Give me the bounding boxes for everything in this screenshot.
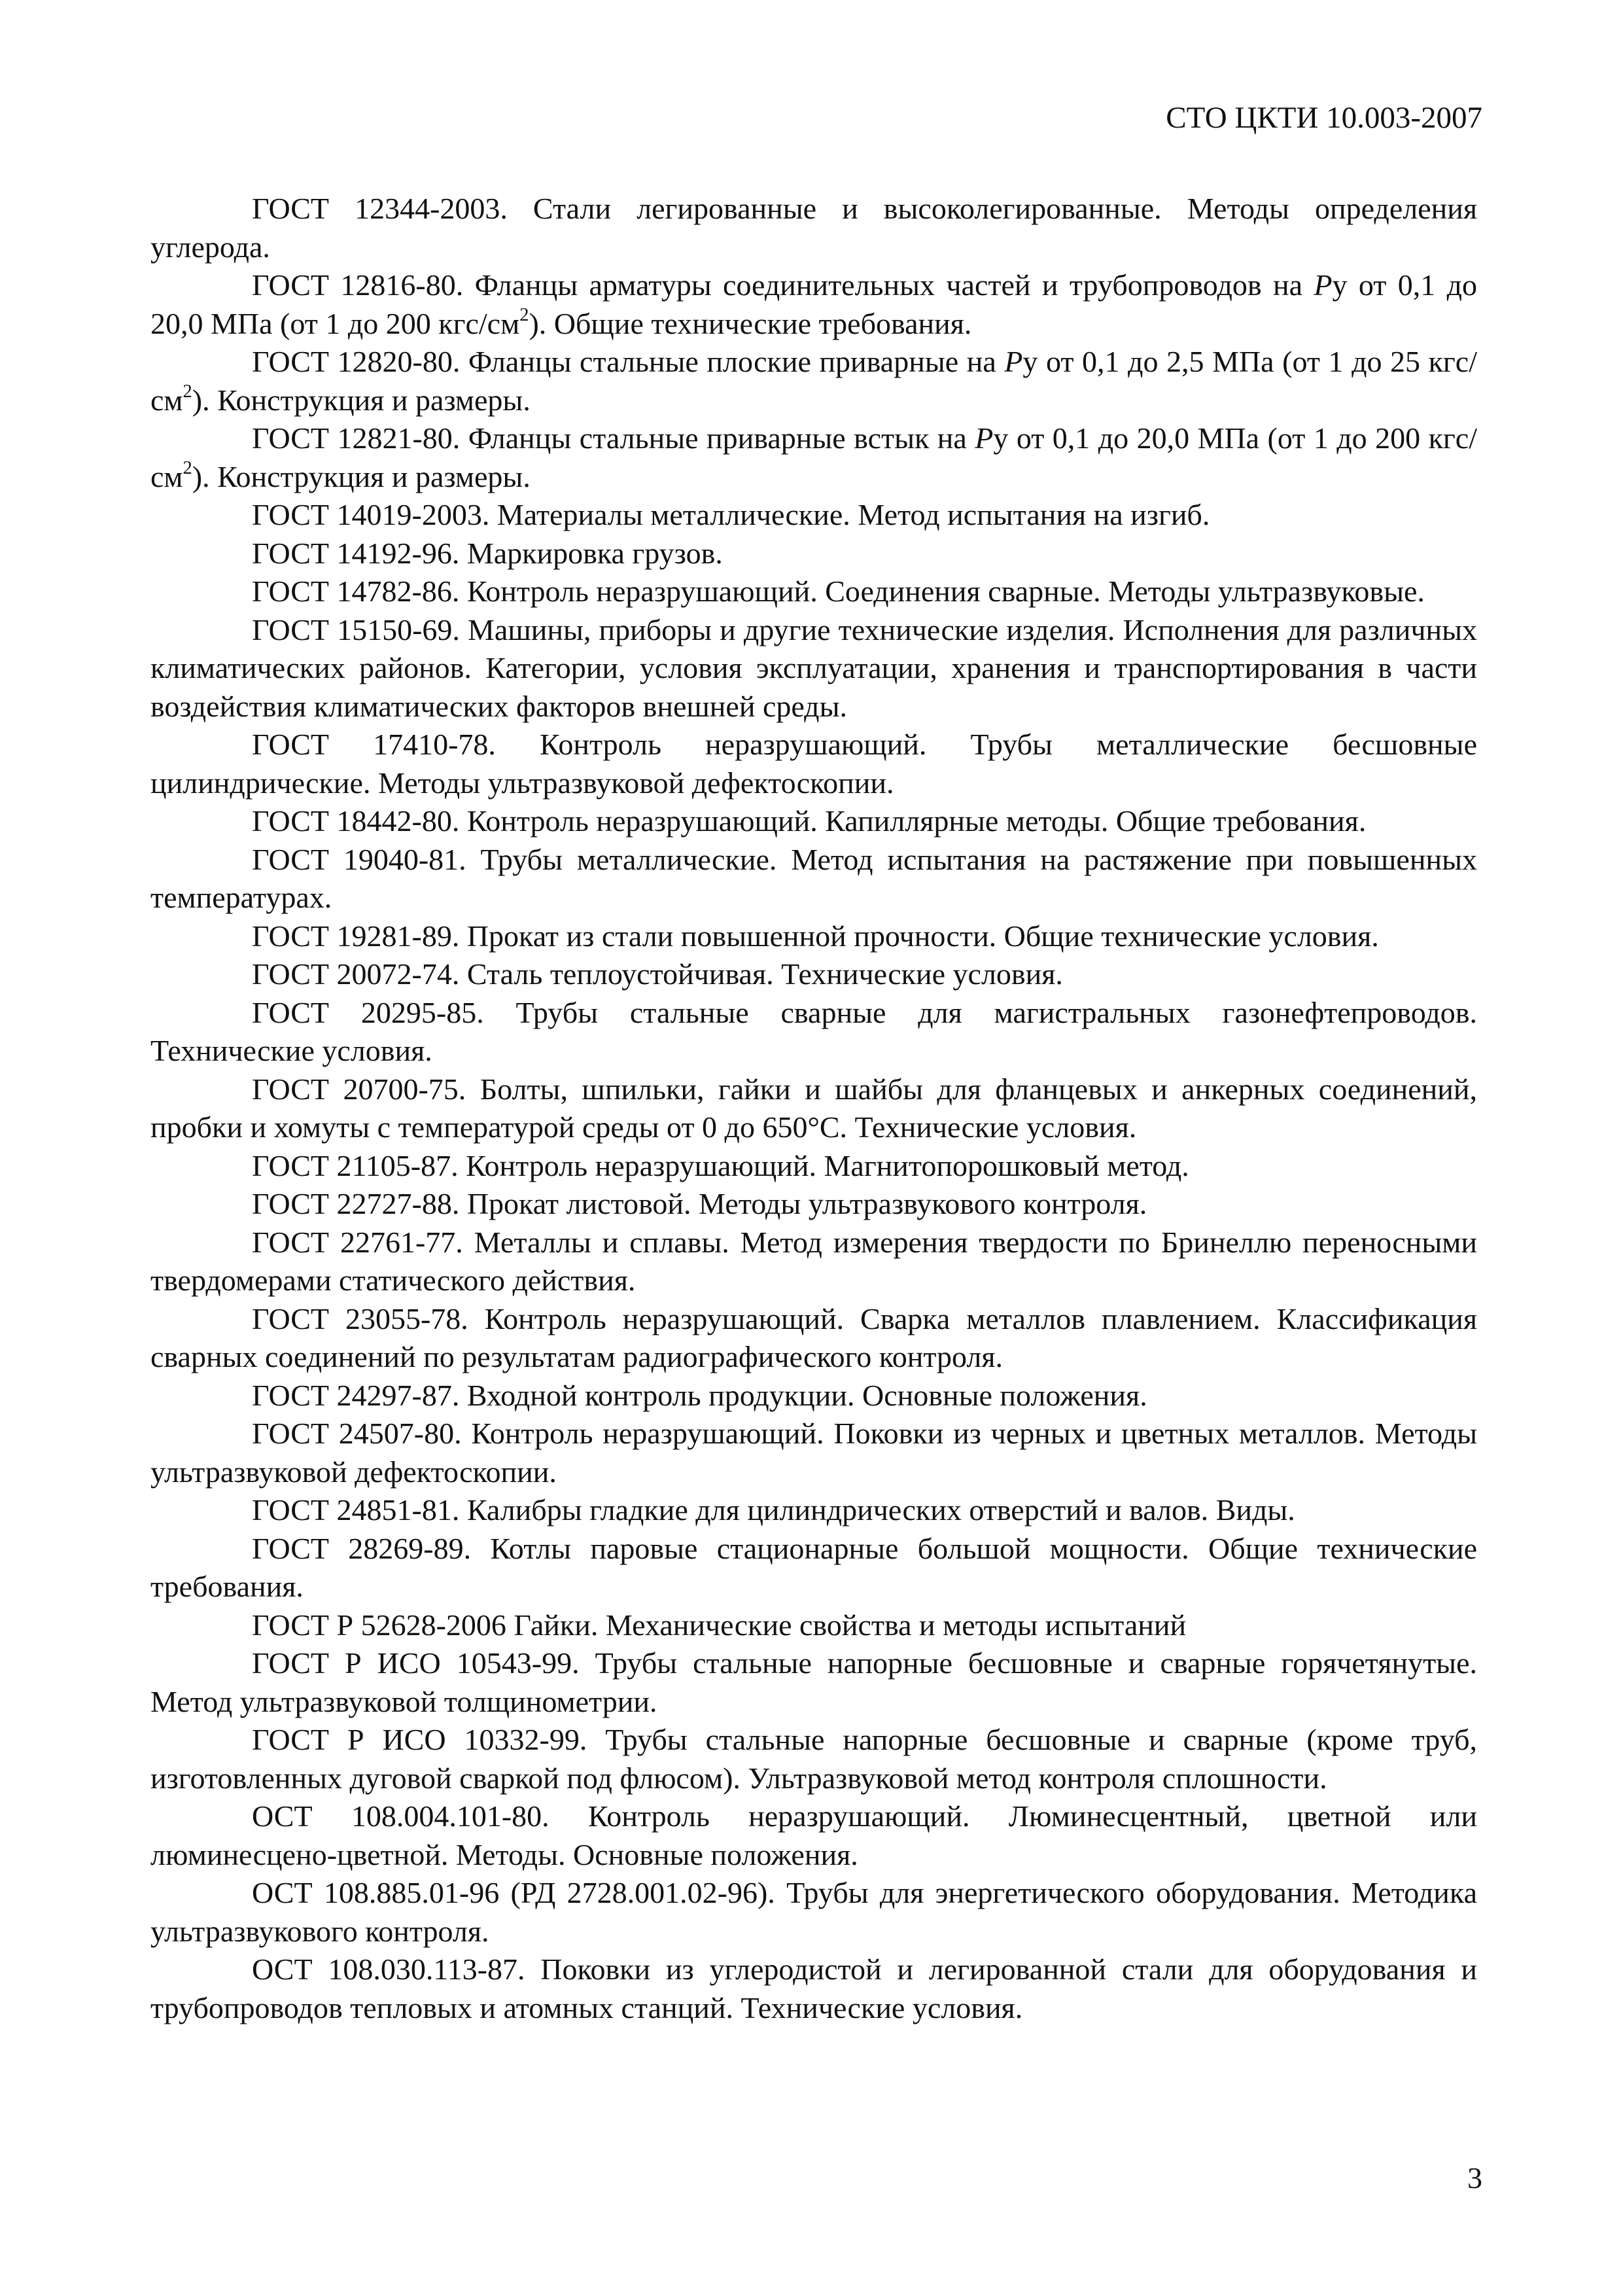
reference-entry: ГОСТ 22761-77. Металлы и сплавы. Метод измерения твердости по Бринеллю переносными твердомерами статического действия.	[150, 1225, 1477, 1297]
reference-entry: ГОСТ 20072-74. Сталь теплоустойчивая. Технические условия.	[252, 957, 1063, 991]
reference-entry: ГОСТ 12344-2003. Стали легированные и высоколегированные. Методы определения углерода.	[150, 192, 1477, 264]
reference-entry: ГОСТ Р 52628-2006 Гайки. Механические свойства и методы испытаний	[252, 1608, 1187, 1642]
page-number: 3	[1467, 2161, 1482, 2195]
reference-entry: ГОСТ 14782-86. Контроль неразрушающий. Соединения сварные. Методы ультразвуковые.	[252, 574, 1425, 608]
reference-entry: ГОСТ 17410-78. Контроль неразрушающий. Трубы металлические бесшовные цилиндрические. Методы ультразвуковой дефектоскопии.	[150, 728, 1477, 800]
reference-entry: ГОСТ 24851-81. Калибры гладкие для цилиндрических отверстий и валов. Виды.	[252, 1493, 1295, 1527]
reference-entry: ОСТ 108.885.01-96 (РД 2728.001.02-96). Трубы для энергетического оборудования. Методика ультразвукового контроля.	[150, 1876, 1477, 1948]
reference-entry: ГОСТ 12816-80. Фланцы арматуры соединительных частей и трубопроводов на Pу от 0,1 до 20,0 МПа (от 1 до 200 кгс/$см^2$). Общие технические требования.	[150, 268, 1477, 340]
reference-entry: ОСТ 108.030.113-87. Поковки из углеродистой и легированной стали для оборудования и трубопроводов тепловых и атомных станций. Технические условия.	[150, 1952, 1477, 2024]
reference-entry: ГОСТ 12821-80. Фланцы стальные приварные встык на Pу от 0,1 до 20,0 МПа (от 1 до 200 кгс/$см^2$). Конструкция и размеры.	[150, 421, 1477, 493]
document-header: СТО ЦКТИ 10.003-2007	[1166, 101, 1482, 135]
reference-entry: ГОСТ 14192-96. Маркировка грузов.	[252, 536, 723, 570]
reference-entry: ГОСТ 15150-69. Машины, приборы и другие технические изделия. Исполнения для различных климатических районов. Категории, условия эксплуатации, хранения и транспортирования в части воздействия климатических факторов внешней среды.	[150, 612, 1477, 723]
reference-entry: ГОСТ 19281-89. Прокат из стали повышенной прочности. Общие технические условия.	[252, 919, 1379, 953]
reference-entry: ГОСТ 28269-89. Котлы паровые стационарные большой мощности. Общие технические требования.	[150, 1531, 1477, 1603]
reference-entry: ГОСТ 24297-87. Входной контроль продукции. Основные положения.	[252, 1378, 1147, 1412]
reference-entry: ГОСТ 19040-81. Трубы металлические. Метод испытания на растяжение при повышенных температурах.	[150, 842, 1477, 914]
reference-entry: ГОСТ 20700-75. Болты, шпильки, гайки и шайбы для фланцевых и анкерных соединений, пробки и хомуты с температурой среды от 0 до 650°С. Технические условия.	[150, 1072, 1477, 1144]
reference-entry: ГОСТ 20295-85. Трубы стальные сварные для магистральных газонефтепроводов. Технические условия.	[150, 995, 1477, 1067]
reference-entry: ГОСТ 14019-2003. Материалы металлические. Метод испытания на изгиб.	[252, 498, 1210, 531]
reference-entry: ОСТ 108.004.101-80. Контроль неразрушающий. Люминесцентный, цветной или люминесцено-цветной. Методы. Основные положения.	[150, 1799, 1477, 1871]
reference-entry: ГОСТ 22727-88. Прокат листовой. Методы ультразвукового контроля.	[252, 1187, 1147, 1220]
reference-entry: ГОСТ Р ИСО 10543-99. Трубы стальные напорные бесшовные и сварные горячетянутые. Метод ультразвуковой толщинометрии.	[150, 1646, 1477, 1718]
reference-entry: ГОСТ 18442-80. Контроль неразрушающий. Капиллярные методы. Общие требования.	[252, 804, 1367, 838]
reference-entry: ГОСТ 24507-80. Контроль неразрушающий. Поковки из черных и цветных металлов. Методы ультразвуковой дефектоскопии.	[150, 1417, 1477, 1489]
references-list	[150, 190, 1477, 2027]
reference-entry: ГОСТ 23055-78. Контроль неразрушающий. Сварка металлов плавлением. Классификация сварных соединений по результатам радиографического контроля.	[150, 1301, 1477, 1373]
reference-entry: ГОСТ 12820-80. Фланцы стальные плоские приварные на Pу от 0,1 до 2,5 МПа (от 1 до 25 кгс/$см^2$). Конструкция и размеры.	[150, 345, 1477, 417]
reference-entry: ГОСТ 21105-87. Контроль неразрушающий. Магнитопорошковый метод.	[252, 1148, 1189, 1182]
reference-entry: ГОСТ Р ИСО 10332-99. Трубы стальные напорные бесшовные и сварные (кроме труб, изготовленных дуговой сваркой под флюсом). Ультразвуковой метод контроля сплошности.	[150, 1723, 1477, 1795]
